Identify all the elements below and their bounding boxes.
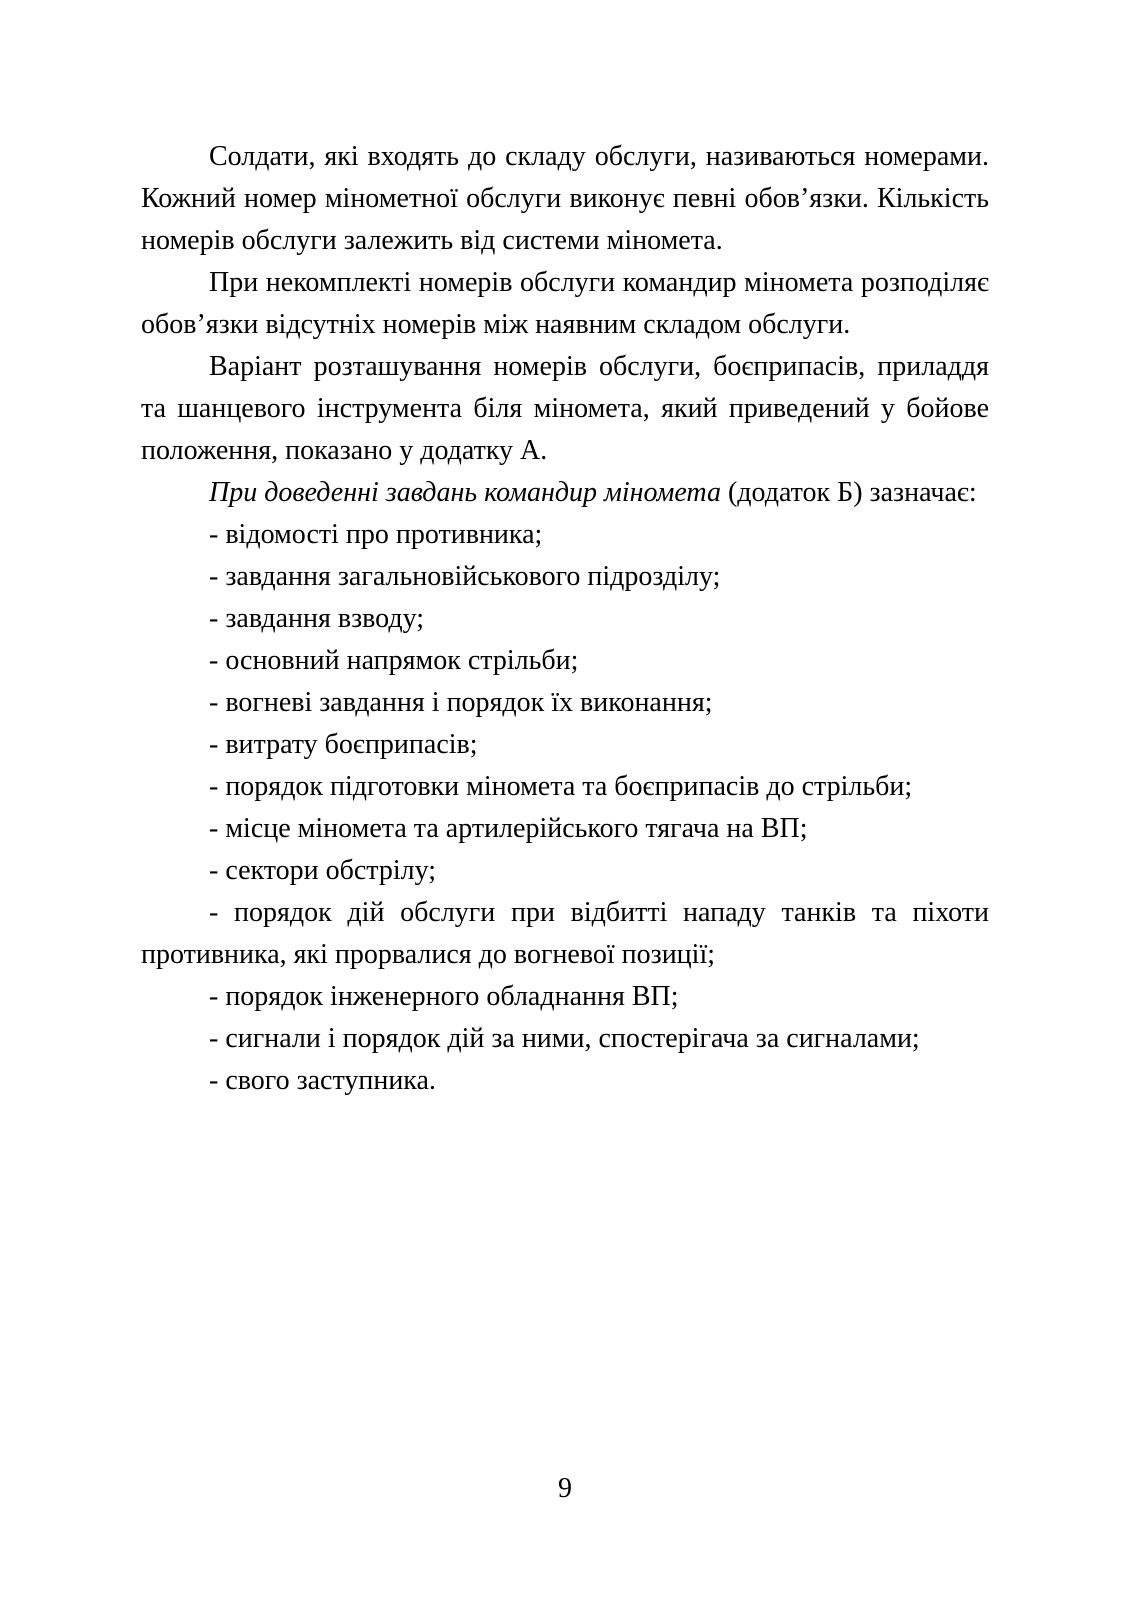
paragraph-incomplete-crew: При некомплекті номерів обслуги командир міномета розподіляє обов’язки відсутніх номерів між наявним складом обслуги.: [141, 267, 989, 340]
page-number: 9: [558, 1473, 572, 1504]
italic-lead-in: При доведенні завдань командир міномета: [209, 477, 721, 508]
list-item: - завдання загальновійськового підрозділу;: [209, 561, 721, 592]
list-item: - відомості про противника;: [209, 519, 543, 550]
list-item: - місце міномета та артилерійського тягача на ВП;: [209, 813, 808, 844]
paragraph-commander-tasks: [141, 472, 989, 514]
paragraph-soldiers-numbers: Солдати, які входять до складу обслуги, називаються номерами. Кожний номер мінометної обслуги виконує певні обов’язки. Кількість номерів обслуги залежить від системи міномета.: [141, 141, 989, 256]
normal-continuation: (додаток Б) зазначає:: [727, 477, 977, 508]
paragraph-layout-variant: Варіант розташування номерів обслуги, боєприпасів, приладдя та шанцевого інструмента біля міномета, який приведений у бойове положення, показано у додатку А.: [141, 351, 989, 466]
list-item: - свого заступника.: [209, 1065, 436, 1096]
list-item: - порядок інженерного обладнання ВП;: [209, 981, 679, 1012]
list-item: - основний напрямок стрільби;: [209, 645, 579, 676]
list-item: - сектори обстрілу;: [209, 855, 437, 886]
list-item: - сигнали і порядок дій за ними, спостерігача за сигналами;: [209, 1023, 920, 1054]
text-content: [141, 136, 989, 1102]
list-item: - вогневі завдання і порядок їх виконання;: [209, 687, 713, 718]
list-item: - порядок дій обслуги при відбитті нападу танків та піхоти противника, які прорвалися до вогневої позиції;: [141, 897, 989, 970]
list-item: - витрату боєприпасів;: [209, 729, 478, 760]
list-item: - порядок підготовки міномета та боєприпасів до стрільби;: [209, 771, 913, 802]
list-item: - завдання взводу;: [209, 603, 425, 634]
